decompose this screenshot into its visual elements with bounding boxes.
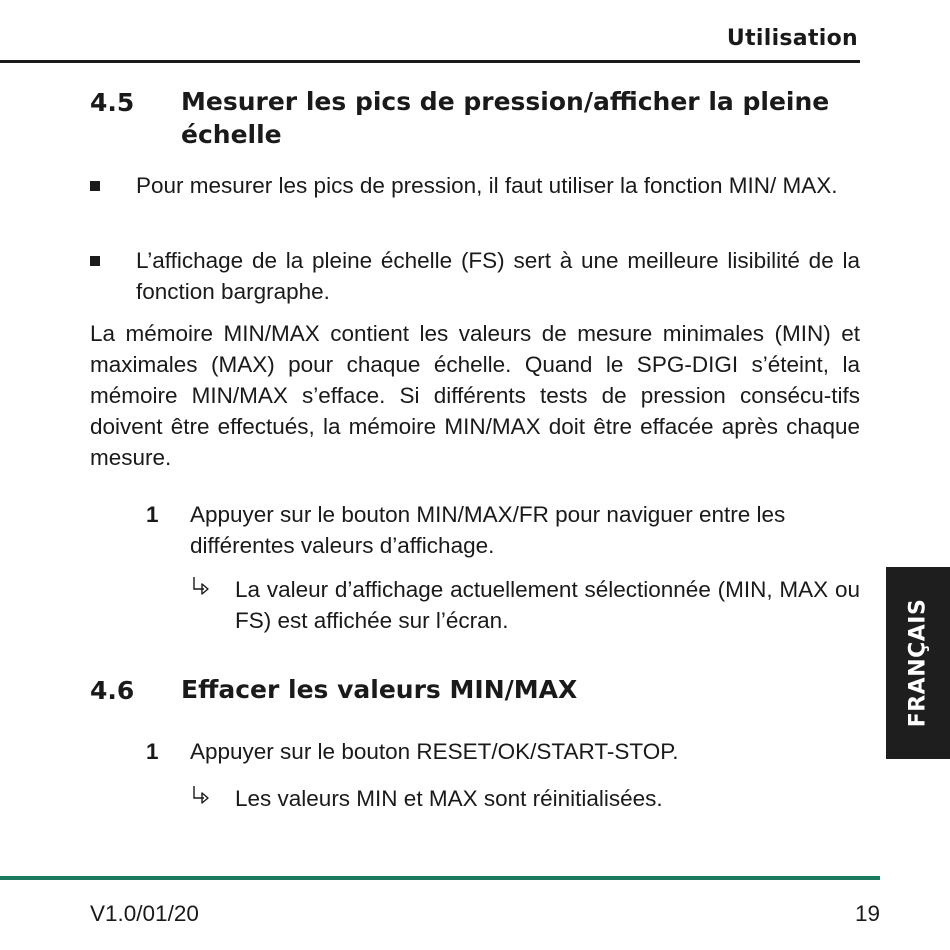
body-paragraph: La mémoire MIN/MAX contient les valeurs de mesure minimales (MIN) et maximales (MAX) pour chaque échelle. Quand le SPG-DIGI s’éteint, la mémoire MIN/MAX s’efface. Si différents tests de pression consécu-tifs doivent être effectués, la mémoire MIN/MAX doit être effacée après chaque mesure.	[90, 321, 860, 470]
bullet-square-icon	[90, 256, 100, 266]
section-4-6-title: Effacer les valeurs MIN/MAX	[181, 675, 578, 704]
language-tab-label: FRANÇAIS	[905, 598, 931, 728]
result-arrow-icon	[190, 783, 212, 809]
step-text: Appuyer sur le bouton RESET/OK/START-STOP.	[190, 739, 679, 764]
section-4-6-number: 4.6	[90, 676, 135, 705]
step-item	[146, 736, 860, 767]
section-4-5-title: Mesurer les pics de pression/afficher la pleine échelle	[181, 87, 830, 149]
section-4-5-number: 4.5	[90, 88, 135, 117]
result-arrow-icon	[190, 574, 212, 600]
header-rule	[0, 60, 860, 63]
step-text: Appuyer sur le bouton MIN/MAX/FR pour naviguer entre les différentes valeurs d’affichage.	[190, 502, 786, 558]
footer-rule	[0, 876, 880, 880]
result-text: Les valeurs MIN et MAX sont réinitialisées.	[235, 786, 663, 811]
result-item	[190, 574, 860, 636]
result-item	[190, 783, 860, 814]
language-side-tab	[886, 567, 950, 759]
bullet-text: L’affichage de la pleine échelle (FS) sert à une meilleure lisibilité de la fonction bargraphe.	[136, 248, 860, 304]
step-number: 1	[146, 502, 159, 527]
step-number: 1	[146, 739, 159, 764]
result-text: La valeur d’affichage actuellement sélectionnée (MIN, MAX ou FS) est affichée sur l’écran.	[235, 577, 860, 633]
footer-version: V1.0/01/20	[90, 901, 199, 926]
bullet-square-icon	[90, 181, 100, 191]
bullet-item	[90, 245, 860, 307]
page-number: 19	[854, 901, 880, 926]
page-header-title: Utilisation	[726, 26, 858, 51]
bullet-text: Pour mesurer les pics de pression, il faut utiliser la fonction MIN/ MAX.	[136, 173, 838, 198]
step-item	[146, 499, 860, 561]
bullet-item	[90, 170, 860, 201]
